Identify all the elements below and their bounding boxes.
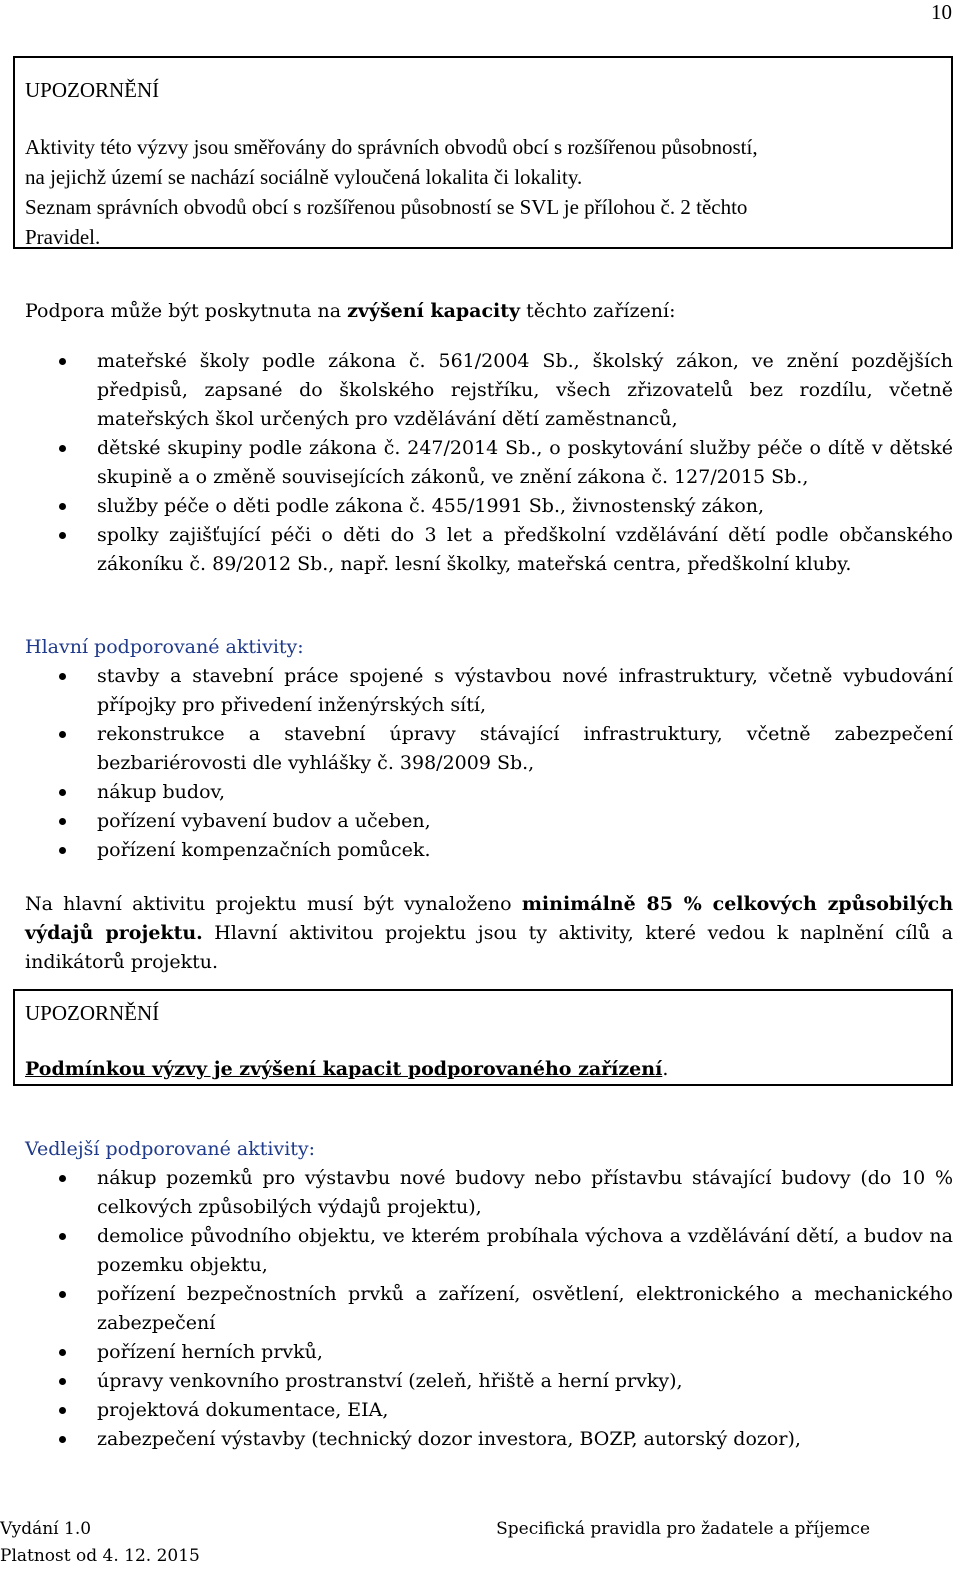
bullet-icon [59,532,66,539]
bullet-icon [59,789,66,796]
notice-box [13,56,953,249]
list-item: nákup pozemků pro výstavbu nové budovy nebo přístavbu stávající budovy (do 10 % celkových způsobilých výdajů projektu), [25,1164,953,1222]
list-item: pořízení bezpečnostních prvků a zařízení, osvětlení, elektronického a mechanického zabezpečení [25,1280,953,1338]
bullet-icon [59,673,66,680]
footer-title: Specifická pravidla pro žadatele a příjemce [496,1519,870,1539]
main-activities-list [25,662,953,865]
list-item: služby péče o děti podle zákona č. 455/1991 Sb., živnostenský zákon, [25,492,953,521]
bullet-icon [59,1436,66,1443]
notice-line: Seznam správních obvodů obcí s rozšířenou působností se SVL je přílohou č. 2 těchto [25,195,748,219]
list-item: nákup budov, [25,778,953,807]
list-item: dětské skupiny podle zákona č. 247/2014 Sb., o poskytování služby péče o dítě v dětské skupině a o změně souvisejících zákonů, ve znění zákona č. 127/2015 Sb., [25,434,953,492]
section-heading: Vedlejší podporované aktivity: [25,1138,316,1160]
bullet-icon [59,731,66,738]
notice-title: UPOZORNĚNÍ [25,1001,160,1025]
page-number: 10 [931,0,952,24]
bullet-icon [59,445,66,452]
bullet-icon [59,1175,66,1182]
facility-list [25,347,953,579]
notice-line: Pravidel. [25,225,101,249]
bullet-icon [59,1407,66,1414]
list-item: projektová dokumentace, EIA, [25,1396,953,1425]
footer-version: Vydání 1.0 [0,1519,92,1539]
list-item: stavby a stavební práce spojené s výstavbou nové infrastruktury, včetně vybudování přípojky pro přivedení inženýrských sítí, [25,662,953,720]
support-intro: Podpora může být poskytnuta na zvýšení kapacity těchto zařízení: [25,300,676,322]
list-item: úpravy venkovního prostranství (zeleň, hřiště a herní prvky), [25,1367,953,1396]
notice-title: UPOZORNĚNÍ [25,78,160,102]
list-item: demolice původního objektu, ve kterém probíhala výchova a vzdělávání dětí, a budov na pozemku objektu, [25,1222,953,1280]
notice-line: Aktivity této výzvy jsou směřovány do správních obvodů obcí s rozšířenou působností, [25,135,758,159]
list-item: spolky zajišťující péči o děti do 3 let a předškolní vzdělávání dětí podle občanského zákoníku č. 89/2012 Sb., např. lesní školky, mateřská centra, předškolní kluby. [25,521,953,579]
list-item: zabezpečení výstavby (technický dozor investora, BOZP, autorský dozor), [25,1425,953,1454]
list-item: pořízení kompenzačních pomůcek. [25,836,953,865]
notice-line: na jejichž území se nachází sociálně vyloučená lokalita či lokality. [25,165,583,189]
list-item: rekonstrukce a stavební úpravy stávající infrastruktury, včetně zabezpečení bezbariérovosti dle vyhlášky č. 398/2009 Sb., [25,720,953,778]
bullet-icon [59,503,66,510]
secondary-activities-list [25,1164,953,1454]
notice-text [25,132,941,252]
bullet-icon [59,1291,66,1298]
notice-text: Podmínkou výzvy je zvýšení kapacit podporovaného zařízení. [25,1058,669,1080]
bullet-icon [59,1349,66,1356]
bullet-icon [59,818,66,825]
list-item: pořízení vybavení budov a učeben, [25,807,953,836]
bullet-icon [59,1378,66,1385]
bullet-icon [59,847,66,854]
bullet-icon [59,1233,66,1240]
notice-box [13,989,953,1086]
section-heading: Hlavní podporované aktivity: [25,636,304,658]
main-rule-paragraph: Na hlavní aktivitu projektu musí být vynaloženo minimálně 85 % celkových způsobilých výdajů projektu. Hlavní aktivitou projektu jsou ty aktivity, které vedou k naplnění cílů a indikátorů projektu. [25,893,954,973]
list-item: mateřské školy podle zákona č. 561/2004 Sb., školský zákon, ve znění pozdějších předpisů, zapsané do školského rejstříku, všech zřizovatelů bez rozdílu, včetně mateřských škol určených pro vzdělávání dětí zaměstnanců, [25,347,953,434]
bullet-icon [59,358,66,365]
list-item: pořízení herních prvků, [25,1338,953,1367]
